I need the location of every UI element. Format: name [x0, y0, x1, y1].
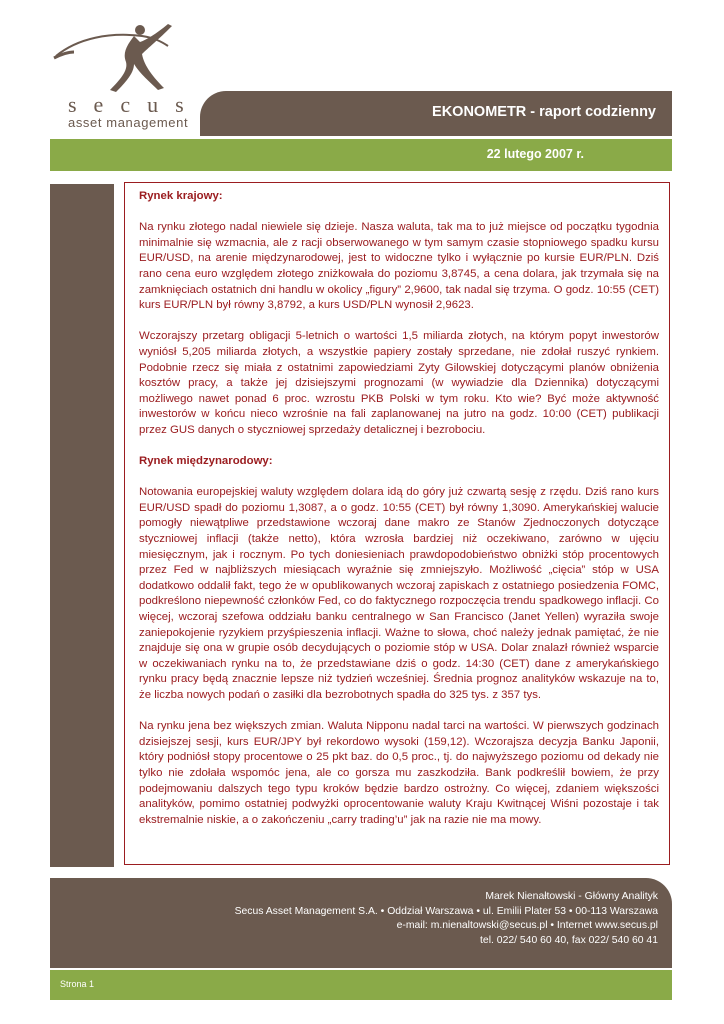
international-paragraph-1: Notowania europejskiej waluty względem dolara idą do góry już czwartą sesję z rzędu. Dziś rano kurs EUR/USD spadł do poziomu 1,3087, a o godz. 10:55 (CET) był równy 1,3090. Amerykańskiej walucie pomogły niewątpliwe przedstawione wczoraj dane makro ze Stanów Zjednoczonych dotyczące styczniowej inflacji (także netto), która wzrosła bardziej niż oczekiwano, zarówno w ujęciu miesięcznym, jak i rocznym. Po tych doniesieniach prawdopodobieństwo obniżki stóp procentowych przez Fed w najbliższych miesiącach wyraźnie się zmniejszyło. Możliwość „cięcia” stóp w USA dodatkowo oddalił fakt, tego że w opublikowanych wczoraj zapiskach z ostatniego posiedzenia FOMC, podkreślono niepewność członków Fed, co do faktycznego rozpoczęcia trendu spadkowego inflacji. Co więcej, wczoraj szefowa oddziału banku centralnego w San Francisco (Janet Yellen) wyraziła swoje zaniepokojenie ryzykiem przyśpieszenia inflacji. Ważne to słowa, choć należy jednak pamiętać, że nie znajduje się ona w grupie osób decydujących o poziomie stóp w USA. Dolar znalazł również wsparcie w oczekiwaniach rynku na to, że przedstawiane dziś o godz. 14:30 (CET) dane z amerykańskiego rynku pracy będą znacznie lepsze niż tydzień wcześniej. Średnia prognoz analityków wskazuje na to, że liczba nowych podań o zasiłki dla bezrobotnych spadła do 325 tys. z 357 tys.	[139, 486, 659, 701]
report-content	[139, 189, 659, 844]
international-heading: Rynek międzynarodowy:	[139, 455, 273, 468]
bottom-bar	[50, 970, 672, 1000]
secus-logo	[50, 18, 200, 130]
domestic-heading: Rynek krajowy:	[139, 190, 223, 202]
footer	[50, 878, 672, 968]
page-number: Strona 1	[60, 979, 95, 989]
footer-email: e-mail: m.nienaltowski@secus.pl • Internet www.secus.pl	[396, 920, 658, 931]
date-bar	[50, 139, 672, 171]
logo-wordmark: secus	[68, 92, 201, 117]
dancer-figure-icon	[50, 18, 200, 98]
logo-tagline: asset management	[68, 115, 189, 130]
footer-analyst: Marek Nienałtowski - Główny Analityk	[485, 891, 658, 902]
content-box	[124, 182, 670, 865]
side-column	[50, 184, 114, 867]
international-paragraph-2: Na rynku jena bez większych zmian. Waluta Nipponu nadal tarci na wartości. W pierwszych godzinach dzisiejszej sesji, kurs EUR/JPY był rekordowo wysoki (159,12). Wczorajsza decyzja Banku Japonii, który podniósł stopy procentowe o 25 pkt baz. do 0,5 proc., tj. do najwyższego poziomu od dekady nie tylko nie zdołała wspomóc jena, ale co gorsza mu zaszkodziła. Bank podkreślił bowiem, że przy podejmowaniu dalszych tego typu kroków będzie bardzo ostrożny. Co więcej, zdaniem większości analityków, pomimo ostatniej podwyżki oprocentowanie waluty Kraju Kwitnącej Wiśni pozostaje i tak ekstremalnie niskie, a o zakończeniu „carry trading’u” jak na razie nie ma mowy.	[139, 720, 659, 826]
footer-address: Secus Asset Management S.A. • Oddział Warszawa • ul. Emilii Plater 53 • 00-113 Warszawa	[234, 905, 658, 917]
report-date: 22 lutego 2007 r.	[486, 147, 584, 161]
footer-contact	[235, 890, 658, 948]
footer-phone: tel. 022/ 540 60 40, fax 022/ 540 60 41	[480, 934, 658, 946]
domestic-paragraph-1: Na rynku złotego nadal niewiele się dzieje. Nasza waluta, tak ma to już miejsce od początku tygodnia minimalnie się wzmacnia, ale z racji obserwowanego w tym samym czasie stopniowego spadku kursu EUR/USD, na arenie międzynarodowej, jest to widoczne tylko i wyłącznie po kursie EUR/PLN. Dziś rano cena euro względem złotego zniżkowała do poziomu 3,8745, a cena dolara, jak trzymała się na zamknięciach ostatnich dni handlu w okolicy „figury” 2,9600, tak nadal się trzyma. O godz. 10:55 (CET) kurs EUR/PLN był równy 3,8792, a kurs USD/PLN wynosił 2,9623.	[139, 221, 659, 312]
title-bar	[200, 91, 672, 136]
domestic-paragraph-2: Wczorajszy przetarg obligacji 5-letnich o wartości 1,5 miliarda złotych, na którym popyt inwestorów wyniósł 5,205 miliarda złotych, a wszystkie papiery zostały sprzedane, nie zdołał ruszyć rynkiem. Podobnie rzecz się miała z ostatnimi zapowiedziami Zyty Gilowskiej dotyczącymi planów obniżenia kosztów pracy, a także jej dzisiejszymi prognozami (w wywiadzie dla Dziennika) dotyczącymi możliwego nawet ponad 6 proc. wzrostu PKB Polski w tym roku. Kto wie? Być może aktywność inwestorów w końcu nieco wzrośnie na fali zaplanowanej na jutro na godz. 10:00 (CET) publikacji przez GUS danych o styczniowej sprzedaży detalicznej i bezrobociu.	[139, 330, 659, 436]
report-title: EKONOMETR - raport codzienny	[432, 104, 656, 120]
